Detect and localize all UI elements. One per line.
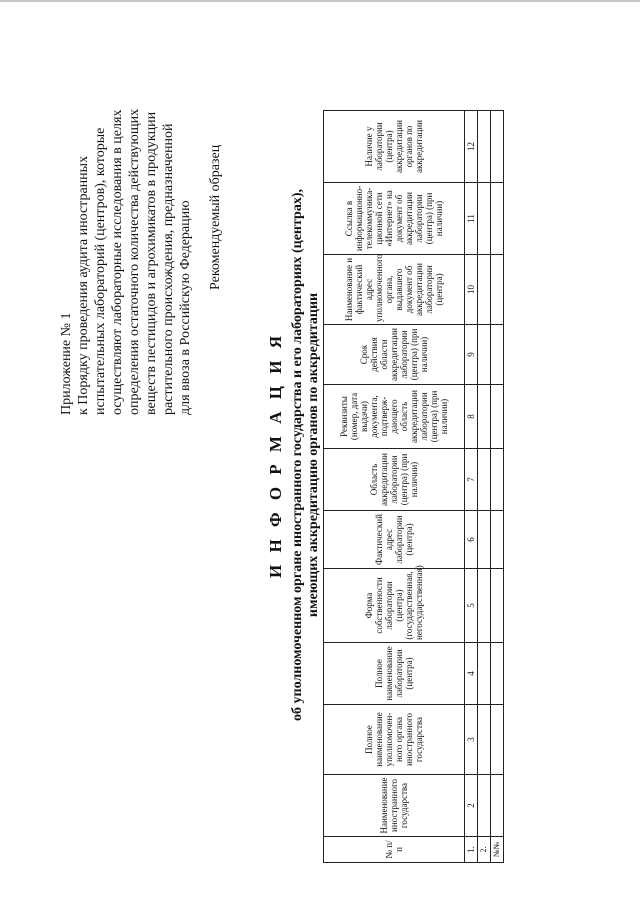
appendix-line: веществ пестицидов и агрохимикатов в продукции bbox=[144, 111, 159, 415]
table-cell bbox=[478, 449, 491, 511]
table-cell bbox=[478, 775, 491, 837]
header-accreditation-presence: Наличие у лаборатории (центра) аккредитации органов по аккредитации bbox=[324, 111, 465, 183]
table-cell bbox=[491, 111, 504, 183]
table-cell: 2 bbox=[465, 775, 478, 837]
header-actual-address: Фактический адрес лаборатории (центра) bbox=[324, 511, 465, 569]
table-cell bbox=[491, 183, 504, 255]
document-subtitle-line-2: имеющих аккредитацию органов по аккредитации bbox=[306, 292, 321, 618]
table-cell: 3 bbox=[465, 705, 478, 775]
table-cell: 9 bbox=[465, 325, 478, 385]
table-cell bbox=[491, 385, 504, 449]
document-subtitle-line-1: об уполномоченном органе иностранного государства и его лабораториях (центрах), bbox=[290, 189, 305, 721]
recommended-sample-label: Рекомендуемый образец bbox=[208, 144, 223, 290]
table-cell: 12 bbox=[465, 111, 478, 183]
table-row bbox=[478, 111, 491, 863]
appendix-line: к Порядку проведения аудита иностранных bbox=[76, 155, 91, 415]
appendix-line: растительного происхождения, предназначенной bbox=[161, 123, 176, 415]
table-row bbox=[491, 111, 504, 863]
table-header-row bbox=[324, 111, 465, 863]
header-document-details: Реквизиты (номер, дата выдачи) документа, подтверж-дающего область аккредитации лаборатории (центра) (при наличии) bbox=[324, 385, 465, 449]
table-cell bbox=[478, 705, 491, 775]
appendix-line: осуществляют лабораторные исследования в целях bbox=[110, 109, 125, 415]
appendix-line: определения остаточного количества действующих bbox=[127, 108, 142, 415]
header-accreditation-scope: Область аккредитации лаборатории (центра) (при наличии) bbox=[324, 449, 465, 511]
document-title: И Н Ф О Р М А Ц И Я bbox=[266, 332, 285, 578]
table-cell bbox=[478, 325, 491, 385]
table-cell bbox=[491, 511, 504, 569]
table-cell: 8 bbox=[465, 385, 478, 449]
table-cell bbox=[491, 325, 504, 385]
table-cell bbox=[478, 111, 491, 183]
header-authority-name: Полное наименование уполномочен-ного органа иностранного государства bbox=[324, 705, 465, 775]
appendix-line: Приложение № 1 bbox=[59, 312, 74, 415]
table-cell bbox=[478, 569, 491, 643]
header-scope-validity: Срок действия области аккредитации лаборатории (центра) (при наличии) bbox=[324, 325, 465, 385]
appendix-block bbox=[58, 75, 194, 415]
table-row-column-numbers bbox=[465, 111, 478, 863]
table-cell: 6 bbox=[465, 511, 478, 569]
table-cell: 2. bbox=[478, 837, 491, 863]
table-cell bbox=[478, 511, 491, 569]
appendix-line: для ввоза в Российскую Федерацию bbox=[178, 200, 193, 415]
table-cell bbox=[478, 255, 491, 325]
table-cell bbox=[491, 643, 504, 705]
header-ownership-form: Форма собственности лаборатории (центра) (государственная, негосударственная) bbox=[324, 569, 465, 643]
header-internet-link: Ссылка в информационно-телекоммуника-ционной сети «Интернет» на документ об аккредитации лаборатории (центра) (при наличии) bbox=[324, 183, 465, 255]
table-cell: 4 bbox=[465, 643, 478, 705]
table-cell bbox=[491, 569, 504, 643]
header-number: № п/п bbox=[324, 837, 465, 863]
header-country-name: Наименование иностранного государства bbox=[324, 775, 465, 837]
header-issuing-authority: Наименование и фактический адрес уполномоченного органа, выдавшего документ об аккредитации лаборатории (центра) bbox=[324, 255, 465, 325]
table-cell bbox=[478, 183, 491, 255]
table-cell bbox=[478, 643, 491, 705]
appendix-line: испытательных лабораторий (центров), которые bbox=[93, 127, 108, 415]
table-cell bbox=[478, 385, 491, 449]
table-cell bbox=[491, 775, 504, 837]
table-cell: 10 bbox=[465, 255, 478, 325]
header-laboratory-name: Полное наименование лаборатории (центра) bbox=[324, 643, 465, 705]
table-cell: №№ bbox=[491, 837, 504, 863]
table-cell bbox=[491, 449, 504, 511]
table-cell bbox=[491, 255, 504, 325]
table-cell: 5 bbox=[465, 569, 478, 643]
table-cell: 7 bbox=[465, 449, 478, 511]
table-cell bbox=[491, 705, 504, 775]
information-table bbox=[323, 110, 504, 863]
table-cell: 11 bbox=[465, 183, 478, 255]
table-cell: 1. bbox=[465, 837, 478, 863]
